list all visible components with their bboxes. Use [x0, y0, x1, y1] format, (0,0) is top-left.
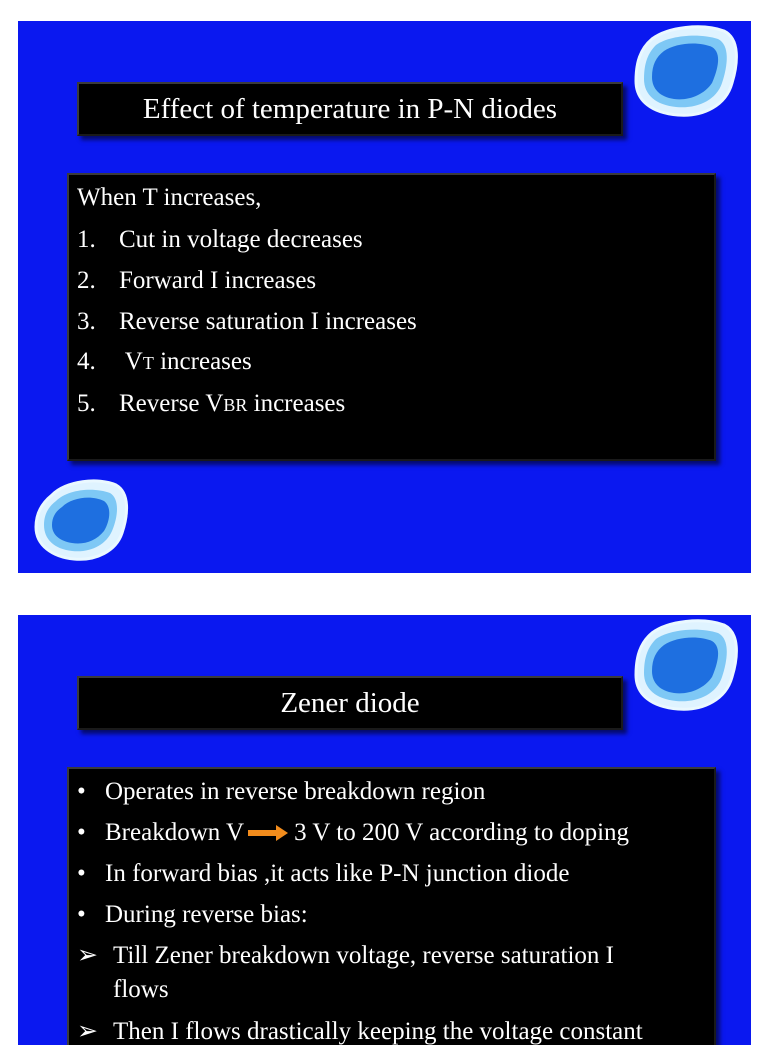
slide-temperature-effect — [18, 21, 751, 573]
intro-text: When T increases, — [77, 184, 262, 211]
arrow-bullet-item: ➢ Till Zener breakdown voltage, reverse saturation I — [77, 942, 615, 969]
arrow-bullet-item: ➢ Then I flows drastically keeping the voltage constant — [77, 1018, 643, 1045]
list-item: 1. Cut in voltage decreases — [77, 226, 363, 253]
slide-zener-diode — [18, 615, 751, 1045]
bullet-item: • Operates in reverse breakdown region — [77, 778, 486, 805]
list-item: 5. Reverse VBR increases — [77, 390, 346, 417]
list-item: 2. Forward I increases — [77, 267, 317, 294]
list-item: 3. Reverse saturation I increases — [77, 308, 417, 335]
content-box — [67, 173, 716, 461]
ice-blob-decoration — [630, 23, 742, 121]
bullet-item: • In forward bias ,it acts like P-N junction diode — [77, 860, 570, 887]
bullet-item: • Breakdown V 3 V to 200 V according to doping — [77, 819, 630, 846]
right-arrow-icon — [246, 824, 290, 842]
arrow-bullet-continuation: flows — [113, 976, 169, 1003]
list-item: 4. VT increases — [77, 348, 252, 375]
bullet-item: • During reverse bias: — [77, 901, 308, 928]
slide-title-box — [77, 676, 623, 730]
ice-blob-decoration — [32, 475, 132, 565]
ice-blob-decoration — [630, 617, 742, 715]
slide-title-box — [77, 82, 623, 136]
slide-title: Zener diode — [280, 686, 420, 719]
slide-title: Effect of temperature in P-N diodes — [142, 92, 558, 125]
content-box — [67, 767, 716, 1045]
